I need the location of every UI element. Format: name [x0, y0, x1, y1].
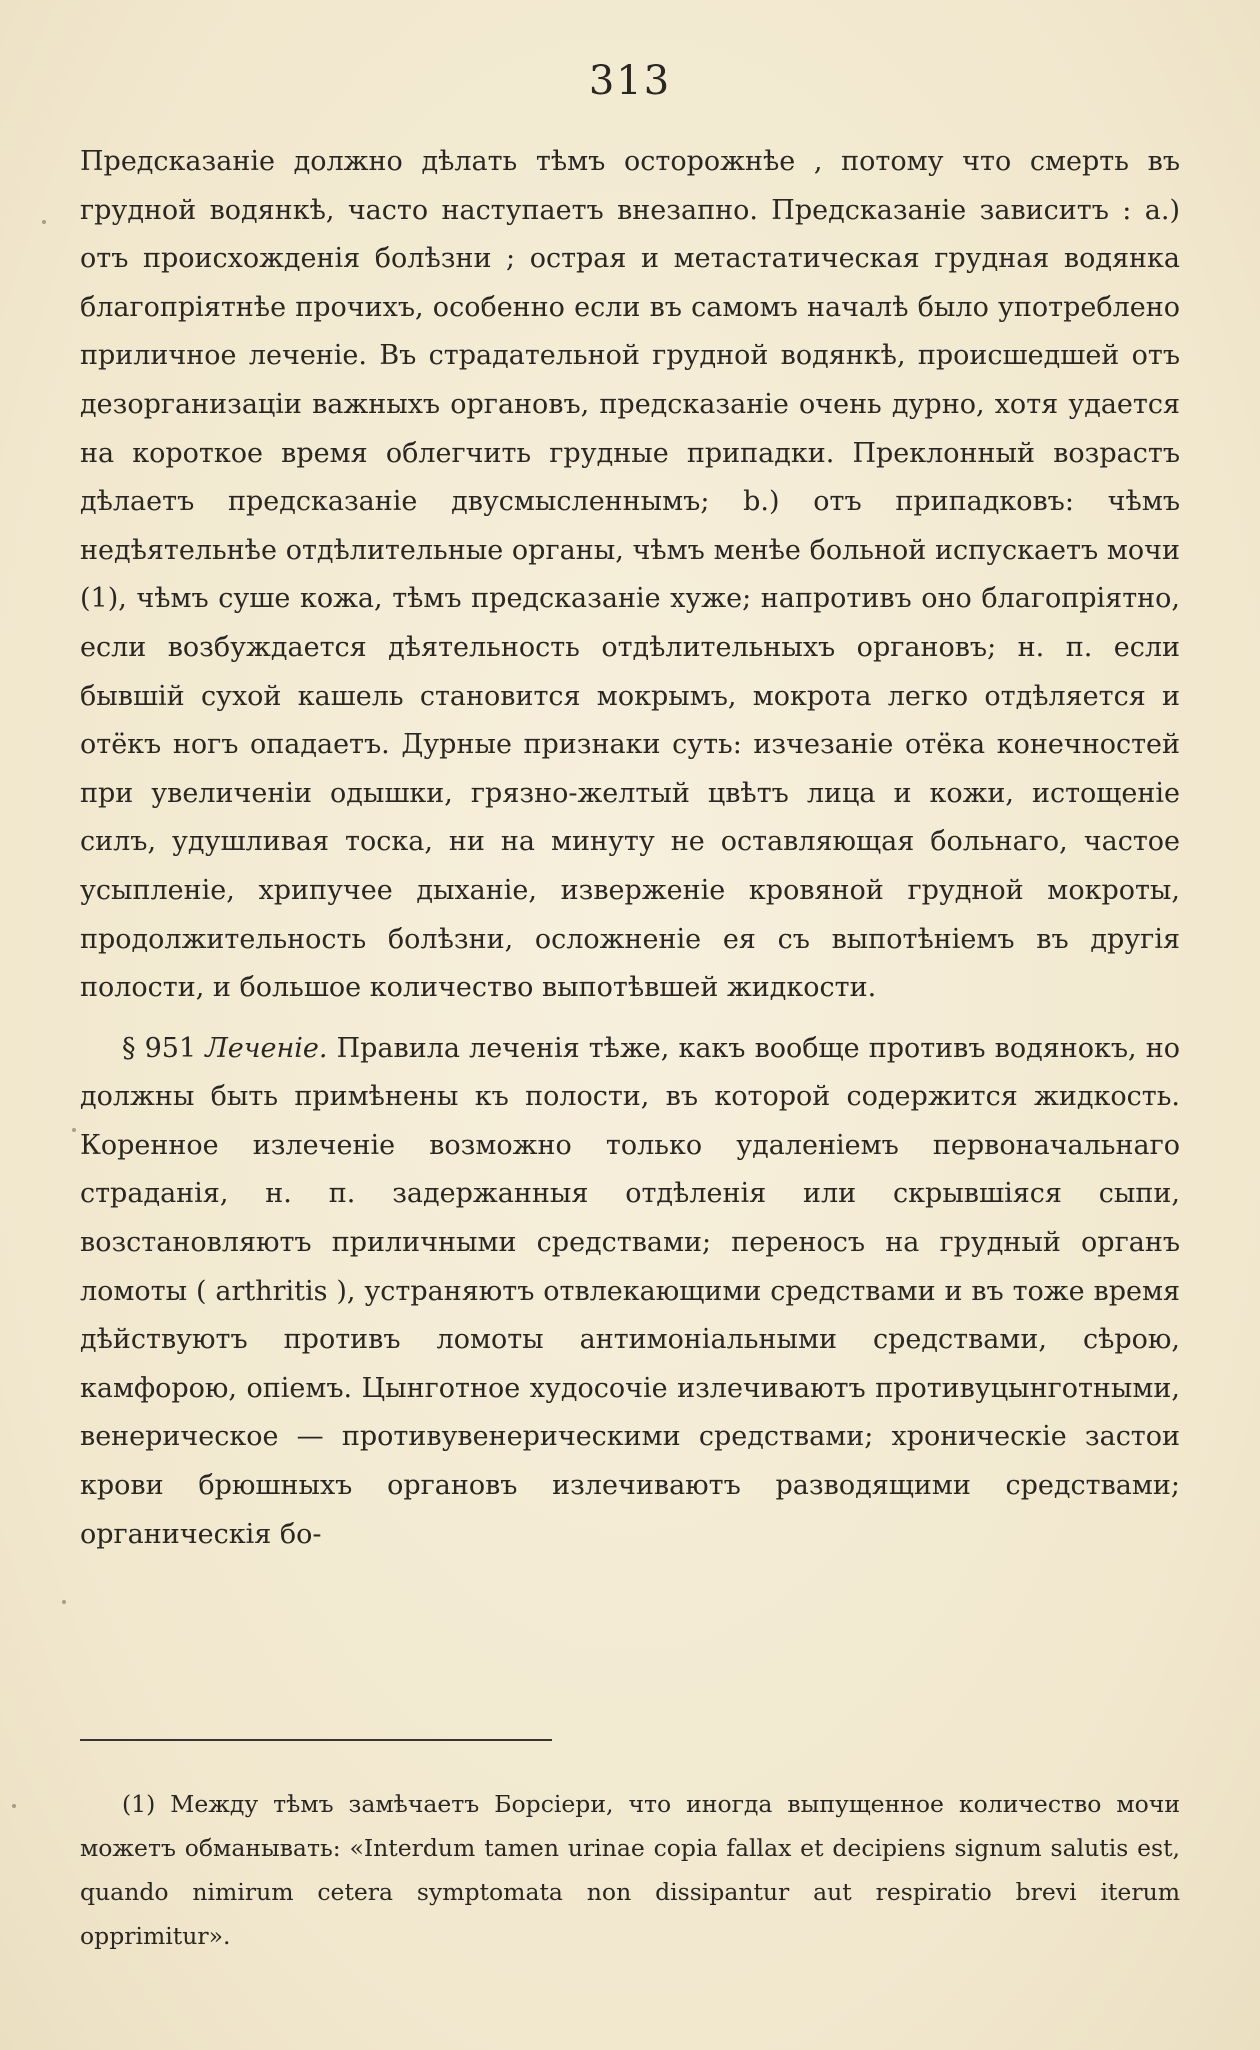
body-text	[80, 138, 1180, 1559]
paper-speck	[12, 1804, 16, 1808]
footnote-divider	[80, 1739, 552, 1741]
section-number: § 951	[122, 1032, 197, 1064]
page-number: 313	[588, 58, 672, 104]
treatment-paragraph	[80, 1025, 1180, 1560]
footnote	[80, 1782, 1180, 1958]
paper-speck	[42, 220, 46, 224]
section-title: Леченіе.	[205, 1032, 328, 1064]
paper-speck	[62, 1600, 66, 1604]
footnote-text: (1) Между тѣмъ замѣчаетъ Борсіери, что иногда выпущенное количество мочи можетъ обманывать: «Interdum tamen urinae copia fallax et decipiens signum salutis est, quando nimirum cetera symptomata non dissipantur aut respiratio brevi iterum opprimitur».	[80, 1790, 1180, 1950]
prognosis-paragraph: Предсказаніе должно дѣлать тѣмъ осторожнѣе , потому что смерть въ грудной водянкѣ, часто наступаетъ внезапно. Предсказаніе зависитъ : a.) отъ происхожденія болѣзни ; острая и метастатическая грудная водянка благопріятнѣе прочихъ, особенно если въ самомъ началѣ было употреблено приличное леченіе. Въ страдательной грудной водянкѣ, происшедшей отъ дезорганизаціи важныхъ органовъ, предсказаніе очень дурно, хотя удается на короткое время облегчить грудные припадки. Преклонный возрастъ дѣлаетъ предсказаніе двусмысленнымъ; b.) отъ припадковъ: чѣмъ недѣятельнѣе отдѣлительные органы, чѣмъ менѣе больной испускаетъ мочи (1), чѣмъ суше кожа, тѣмъ предсказаніе хуже; напротивъ оно благопріятно, если возбуждается дѣятельность отдѣлительныхъ органовъ; н. п. если бывшій сухой кашель становится мокрымъ, мокрота легко отдѣляется и отёкъ ногъ опадаетъ. Дурные признаки суть: изчезаніе отёка конечностей при увеличеніи одышки, грязно-желтый цвѣтъ лица и кожи, истощеніе силъ, удушливая тоска, ни на минуту не оставляющая больнаго, частое усыпленіе, хрипучее дыханіе, изверженіе кровяной грудной мокроты, продолжительность болѣзни, осложненіе ея съ выпотѣніемъ въ другія полости, и большое количество выпотѣвшей жидкости.	[80, 146, 1180, 1004]
section-text: Правила леченія тѣже, какъ вообще противъ водянокъ, но должны быть примѣнены къ полости, въ которой содержится жидкость. Коренное излеченіе возможно только удаленіемъ первоначальнаго страданія, н. п. задержанныя отдѣленія или скрывшіяся сыпи, возстановляютъ приличными средствами; переносъ на грудный органъ ломоты ( arthritis ), устраняютъ отвлекающими средствами и въ тоже время дѣйствуютъ противъ ломоты антимоніальными средствами, сѣрою, камфорою, опіемъ. Цынготное худосочіе излечиваютъ противуцынготными, венерическое — противувенерическими средствами; хроническіе застои крови брюшныхъ органовъ излечиваютъ разводящими средствами; органическія бо-	[80, 1032, 1180, 1550]
paper-speck	[72, 1128, 76, 1132]
